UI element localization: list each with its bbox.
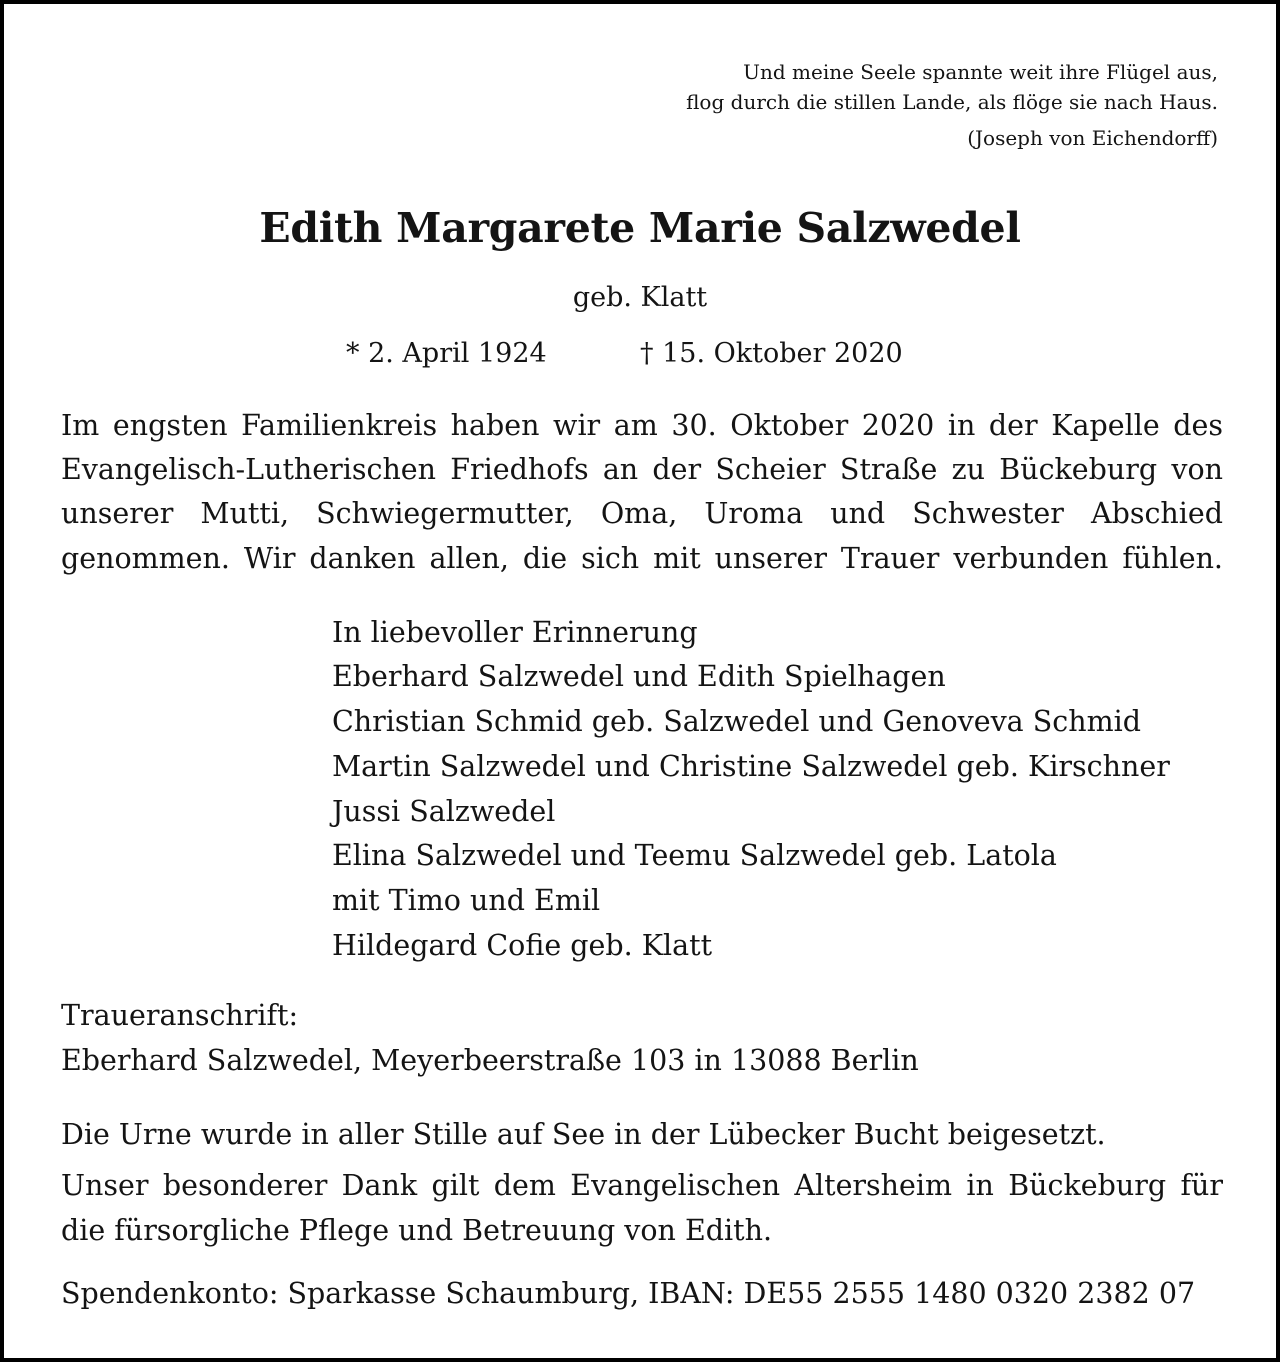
thanks-line-1: Unser besonderer Dank gilt dem Evangelischen Altersheim in Bückeburg für [61,1169,1223,1202]
signatory-line-4: Martin Salzwedel und Christine Salzwedel geb. Kirschner [332,750,1170,783]
thanks-line-2: die fürsorgliche Pflege und Betreuung von Edith. [61,1214,772,1247]
deceased-name: Edith Margarete Marie Salzwedel [259,204,1021,252]
signatory-line-8: Hildegard Cofie geb. Klatt [332,929,713,962]
maiden-name: geb. Klatt [572,282,708,313]
announcement-line-4: genommen. Wir danken allen, die sich mit unserer Trauer verbunden fühlen. [61,542,1223,575]
signatory-line-2: Eberhard Salzwedel und Edith Spielhagen [332,660,946,693]
quote-line-2: flog durch die stillen Lande, als flöge sie nach Haus. [686,90,1218,114]
quote-line-1: Und meine Seele spannte weit ihre Flügel aus, [743,60,1218,84]
address-label: Traueranschrift: [61,999,299,1032]
urn-note: Die Urne wurde in aller Stille auf See in der Lübecker Bucht beigesetzt. [61,1118,1106,1151]
signatory-line-1: In liebevoller Erinnerung [332,616,698,649]
signatory-line-5: Jussi Salzwedel [332,795,556,828]
signatory-line-7: mit Timo und Emil [332,884,601,917]
address-value: Eberhard Salzwedel, Meyerbeerstraße 103 in 13088 Berlin [61,1044,919,1077]
announcement-line-3: unserer Mutti, Schwiegermutter, Oma, Uroma und Schwester Abschied [61,497,1223,530]
signatory-line-6: Elina Salzwedel und Teemu Salzwedel geb. Latola [332,839,1057,872]
announcement-line-1: Im engsten Familienkreis haben wir am 30. Oktober 2020 in der Kapelle des [61,409,1223,442]
signatory-line-3: Christian Schmid geb. Salzwedel und Genoveva Schmid [332,705,1141,738]
death-date: † 15. Oktober 2020 [640,338,903,369]
quote-author: (Joseph von Eichendorff) [967,126,1218,150]
announcement-line-2: Evangelisch-Lutherischen Friedhofs an der Scheier Straße zu Bückeburg von [61,453,1223,486]
birth-date: * 2. April 1924 [346,338,547,369]
donation-account: Spendenkonto: Sparkasse Schaumburg, IBAN: DE55 2555 1480 0320 2382 07 [61,1277,1196,1310]
